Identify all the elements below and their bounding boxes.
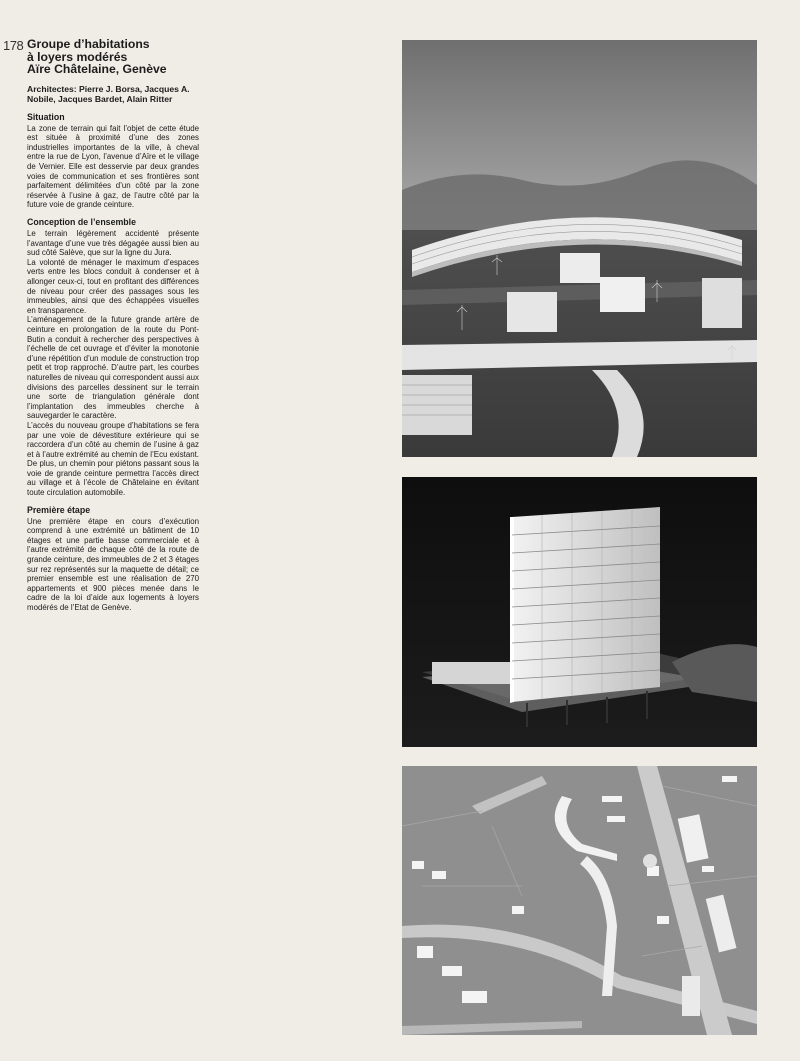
site-plan-model-photo [402, 766, 757, 1035]
paragraph: Une première étape en cours d’exécution comprend à une extrémité un bâtiment de 10 étages et une partie basse commerciale et à l’autre extrémité de chaque côté de la route de grande ceinture, des immeubles de 2 et 3 étages sur rez représentés sur la maquette de détail; ce premier ensemble est une réalisation de 270 appartements et 900 pièces menée dans le cadre de la loi d’aide aux logements à loyers modérés de l’Etat de Genève. [27, 516, 199, 612]
page-number: 178 [3, 38, 24, 53]
section-heading-conception: Conception de l’ensemble [27, 217, 137, 228]
title-line: Groupe d’habitations [27, 37, 150, 51]
paragraph: La volonté de ménager le maximum d’espaces verts entre les blocs conduit à condenser et à allonger ceux-ci, tout en profitant des différences de niveau pour créer des passages sous les immeubles, ainsi que des échappées visuelles en transparence. [27, 257, 199, 315]
tower-model-illustration [402, 477, 757, 747]
paragraph: Le terrain légèrement accidenté présente l’avantage d’une vue très dégagée aussi bien au sud côté Salève, que sur la ligne du Jura. [27, 229, 199, 258]
model-overview-illustration [402, 40, 757, 457]
section-body-premiere-etape [27, 517, 199, 613]
section-body-situation [27, 124, 199, 210]
paragraph: La zone de terrain qui fait l’objet de cette étude est située à proximité d’une des zones industrielles importantes de la ville, à cheval entre la rue de Lyon, l’avenue d’Aïre et le village de Vernier. Elle est desservie par deux grandes voies de communication et ses frontières sont parfaitement délimitées d’un côté par la zone réservée à l’usine à gaz, de l’autre côté par la future voie de grande ceinture. [27, 123, 199, 210]
article-text-column [27, 38, 199, 613]
section-heading-premiere-etape: Première étape [27, 504, 91, 515]
paragraph: L’aménagement de la future grande artère de ceinture en prolongation de la route du Pont-Butin a conduit à rechercher des perspectives à l’échelle de cet ouvrage et d’éviter la monotonie d’une répétition d’un module de construction trop petit et trop rapproché. D’autre part, les courbes naturelles de niveau qui correspondent aussi aux divisions des parcelles dessinent sur le terrain une sorte de triangulation générale dont l’implantation des immeubles cherche à sauvegarder le caractère. [27, 315, 199, 421]
model-overview-photo [402, 40, 757, 457]
site-plan-illustration [402, 766, 757, 1035]
title-line: à loyers modérés [27, 49, 128, 64]
section-body-conception [27, 229, 199, 498]
article-title [27, 38, 199, 76]
paragraph: L’accès du nouveau groupe d’habitations se fera par une voie de dévestiture extérieure qui se raccordera d’un côté au chemin de l’usine à gaz et à l’autre extrémité au chemin de l’Ecu existant. De plus, un chemin pour piétons passant sous la voie de grande ceinture permettra l’accès direct au village et à l’école de Châtelaine en évitant toute circulation automobile. [27, 420, 199, 498]
title-line: Aïre Châtelaine, Genève [27, 62, 167, 76]
section-heading-situation: Situation [27, 111, 65, 122]
architects-credit: Architectes: Pierre J. Borsa, Jacques A. Nobile, Jacques Bardet, Alain Ritter [27, 83, 190, 105]
tower-model-photo [402, 477, 757, 747]
